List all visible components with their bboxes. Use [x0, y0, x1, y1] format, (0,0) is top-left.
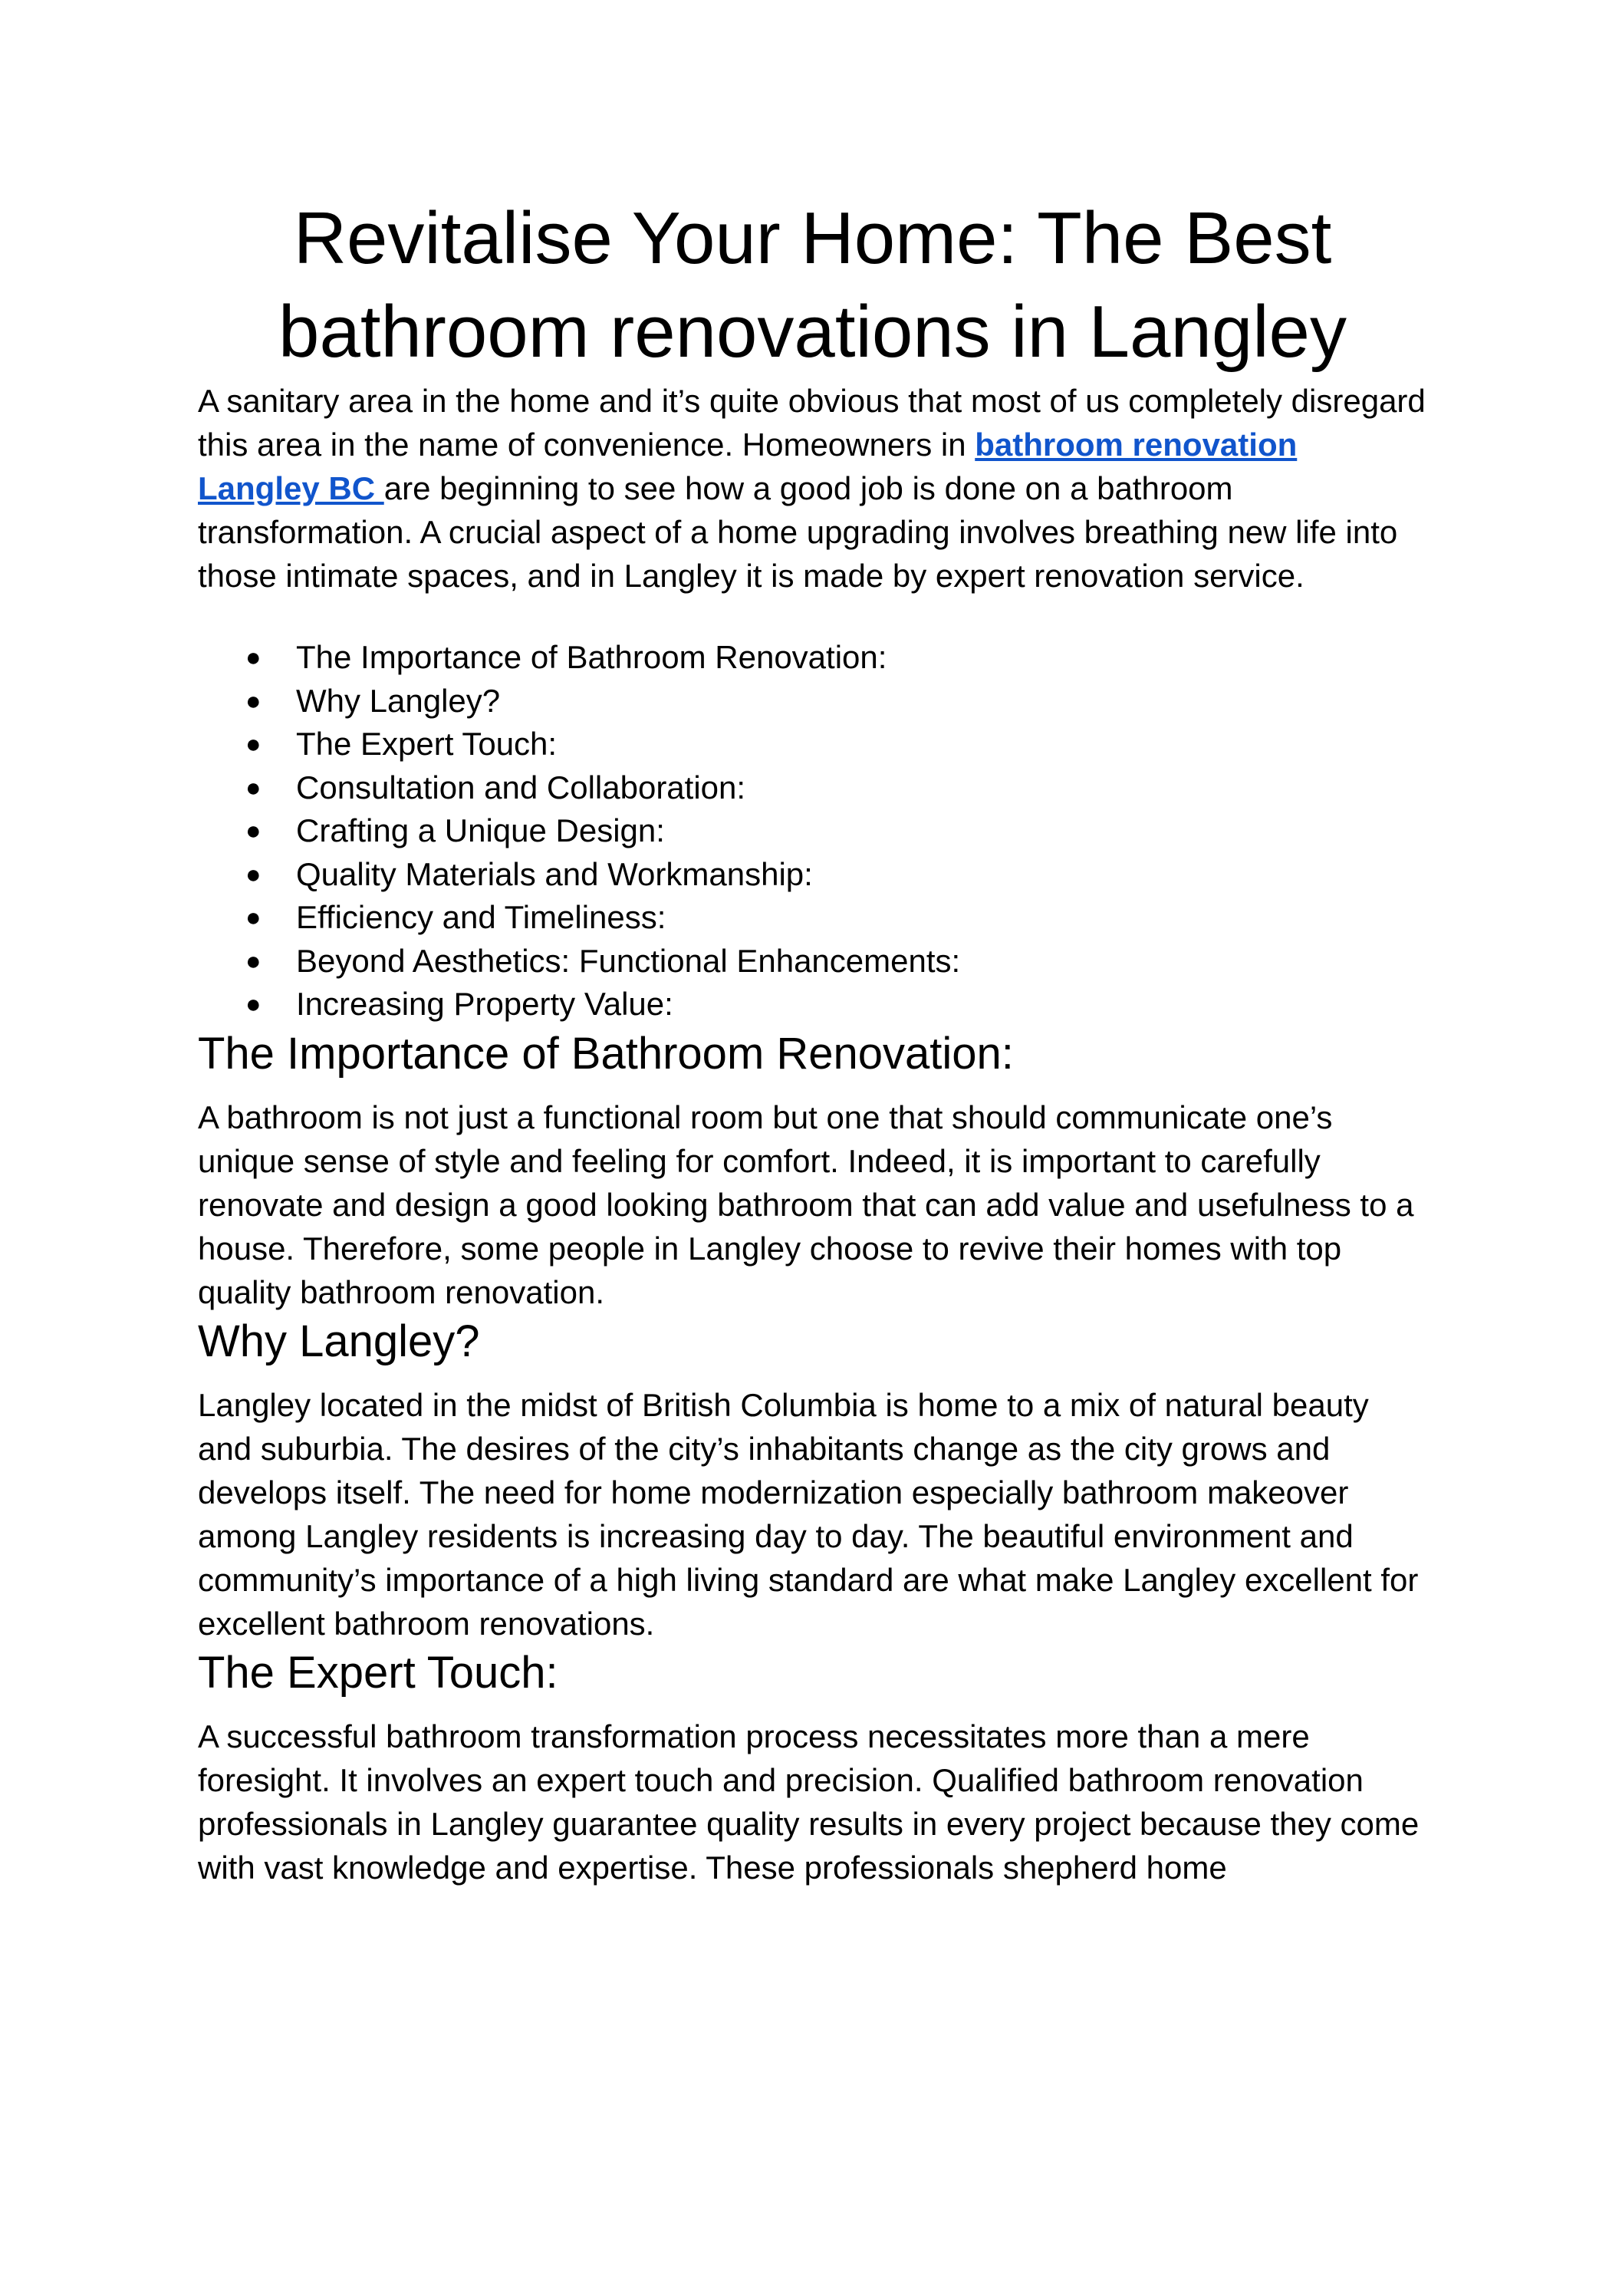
- list-item-label: Quality Materials and Workmanship:: [296, 855, 813, 892]
- bullet-icon: ●: [245, 772, 262, 802]
- bullet-icon: ●: [245, 730, 262, 759]
- section-heading-expert-touch: The Expert Touch:: [198, 1647, 558, 1698]
- bullet-icon: ●: [245, 643, 262, 672]
- list-item: [198, 983, 1427, 1026]
- section-body-why-langley: Langley located in the midst of British Columbia is home to a mix of natural beauty and suburbia. The desires of the city’s inhabitants change as the city grows and develops itself. The need for home modernization especially bathroom makeover among Langley residents is increasing day to day. The beautiful environment and community’s importance of a high living standard are what make Langley excellent for excellent bathroom renovations.: [198, 1386, 1419, 1642]
- list-item: [198, 809, 1427, 853]
- list-item-label: Consultation and Collaboration:: [296, 769, 746, 805]
- bullet-icon: ●: [245, 859, 262, 889]
- list-item: [198, 766, 1427, 810]
- contents-list: [198, 636, 1427, 1026]
- intro-text-after-link: are beginning to see how a good job is done on a bathroom transformation. A crucial aspect of a home upgrading involves breathing new life into those intimate spaces, and in Langley it is made by expert renovation service.: [198, 470, 1398, 594]
- bullet-icon: ●: [245, 903, 262, 932]
- list-item-label: Crafting a Unique Design:: [296, 812, 665, 848]
- section-body-importance: A bathroom is not just a functional room but one that should communicate one’s unique sense of style and feeling for comfort. Indeed, it is important to carefully renovate and design a good looking bathroom that can add value and usefulness to a house. Therefore, some people in Langley choose to revive their homes with top quality bathroom renovation.: [198, 1099, 1414, 1310]
- list-item: [198, 853, 1427, 897]
- list-item-label: Increasing Property Value:: [296, 986, 673, 1022]
- bullet-icon: ●: [245, 686, 262, 716]
- list-item: [198, 723, 1427, 766]
- bathroom-renovation-link[interactable]: bathroom renovation Langley BC: [198, 427, 1298, 506]
- list-item-label: Why Langley?: [296, 682, 501, 719]
- list-item: [198, 940, 1427, 983]
- bullet-icon: ●: [245, 990, 262, 1019]
- list-item: [198, 680, 1427, 723]
- list-item: [198, 896, 1427, 940]
- list-item: [198, 636, 1427, 680]
- list-item-label: The Expert Touch:: [296, 726, 558, 762]
- section-body-expert-touch: A successful bathroom transformation process necessitates more than a mere foresight. It involves an expert touch and precision. Qualified bathroom renovation professionals in Langley guarantee quality results in every project because they come with vast knowledge and expertise. These professionals shepherd home: [198, 1718, 1420, 1886]
- list-item-label: Beyond Aesthetics: Functional Enhancements:: [296, 942, 961, 979]
- bullet-icon: ●: [245, 816, 262, 845]
- list-item-label: The Importance of Bathroom Renovation:: [296, 639, 887, 675]
- list-item-label: Efficiency and Timeliness:: [296, 899, 666, 935]
- intro-text-before-link: A sanitary area in the home and it’s quite obvious that most of us completely disregard this area in the name of convenience. Homeowners in: [198, 383, 1426, 463]
- intro-paragraph: [198, 379, 1427, 598]
- section-heading-why-langley: Why Langley?: [198, 1316, 480, 1366]
- document-title: Revitalise Your Home: The Best bathroom renovations in Langley: [278, 197, 1347, 373]
- bullet-icon: ●: [245, 946, 262, 976]
- section-heading-importance: The Importance of Bathroom Renovation:: [198, 1028, 1014, 1079]
